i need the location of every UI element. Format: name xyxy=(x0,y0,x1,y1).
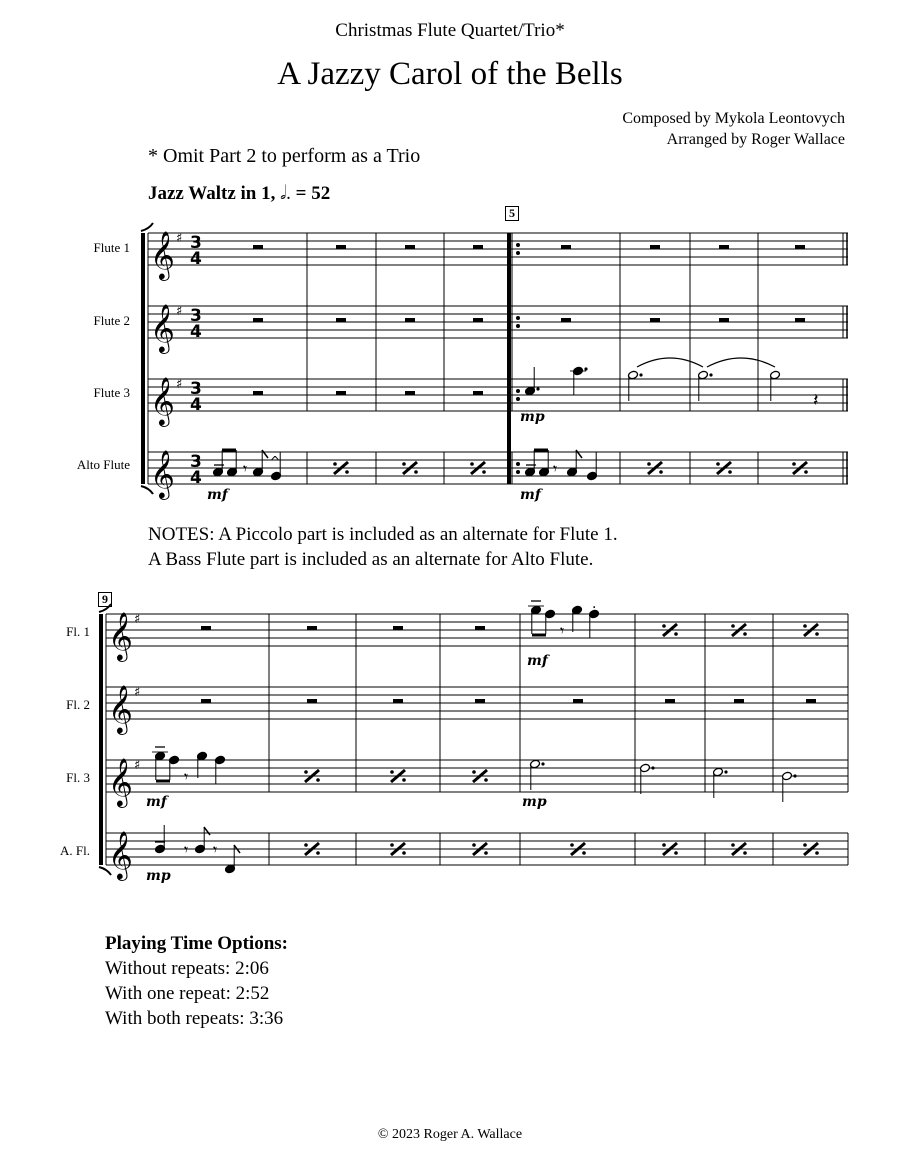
measure-number: 5 xyxy=(505,206,519,221)
time-sig-top: 3 xyxy=(190,233,202,253)
simile-dot xyxy=(484,778,488,782)
treble-clef: 𝄞 xyxy=(150,449,175,498)
whole-rest xyxy=(665,699,675,703)
whole-rest xyxy=(201,699,211,703)
simile-dot xyxy=(804,470,808,474)
note-flag xyxy=(204,827,210,835)
instrument-name: Fl. 1 xyxy=(66,624,90,639)
simile-dot xyxy=(484,851,488,855)
key-sharp: ♯ xyxy=(176,377,183,392)
system-1 xyxy=(141,223,848,500)
time-sig-bottom: 4 xyxy=(190,249,202,269)
note-flag xyxy=(576,450,582,458)
simile-dot xyxy=(570,843,574,847)
whole-rest xyxy=(795,245,805,249)
note-flag xyxy=(262,450,268,458)
eighth-rest: 𝄾 xyxy=(184,840,189,859)
augmentation-dot xyxy=(536,387,539,390)
dynamic-marking: mf xyxy=(520,487,541,503)
treble-clef: 𝄞 xyxy=(150,230,175,279)
whole-rest xyxy=(201,626,211,630)
tie xyxy=(637,358,703,367)
whole-rest xyxy=(393,699,403,703)
tempo-note-symbol: 𝅗𝅥. xyxy=(280,183,291,204)
simile-dot xyxy=(316,851,320,855)
whole-rest xyxy=(405,318,415,322)
whole-rest xyxy=(253,391,263,395)
augmentation-dot xyxy=(541,762,544,765)
whole-rest xyxy=(561,245,571,249)
simile-dot xyxy=(402,462,406,466)
whole-rest xyxy=(473,245,483,249)
dynamic-marking: mf xyxy=(207,487,228,503)
whole-rest xyxy=(405,391,415,395)
whole-rest xyxy=(393,626,403,630)
simile-dot xyxy=(470,462,474,466)
time-sig-top: 3 xyxy=(190,379,202,399)
eighth-rest: 𝄾 xyxy=(243,459,248,478)
system-2 xyxy=(99,596,848,881)
repeat-dot xyxy=(516,462,520,466)
simile-dot xyxy=(304,770,308,774)
whole-rest xyxy=(573,699,583,703)
staccato: . xyxy=(592,596,597,612)
score-subtitle: Christmas Flute Quartet/Trio* xyxy=(335,20,565,41)
whole-rest xyxy=(719,245,729,249)
repeat-dot xyxy=(516,324,520,328)
simile-dot xyxy=(803,843,807,847)
whole-rest xyxy=(719,318,729,322)
omit-note: * Omit Part 2 to perform as a Trio xyxy=(148,145,421,167)
dynamic-marking: mp xyxy=(146,868,171,884)
simile-dot xyxy=(647,462,651,466)
simile-dot xyxy=(815,851,819,855)
simile-dot xyxy=(674,851,678,855)
dynamic-marking: mf xyxy=(527,653,548,669)
augmentation-dot xyxy=(651,766,654,769)
simile-dot xyxy=(674,632,678,636)
instrument-name: Flute 2 xyxy=(93,313,130,328)
dynamic-marking: mp xyxy=(520,409,545,425)
augmentation-dot xyxy=(724,770,727,773)
repeat-dot xyxy=(516,470,520,474)
key-sharp: ♯ xyxy=(134,612,141,627)
whole-rest xyxy=(473,391,483,395)
tempo-label: Jazz Waltz in 1, xyxy=(148,183,276,204)
simile-dot xyxy=(304,843,308,847)
instrument-name: Fl. 3 xyxy=(66,770,90,785)
composer-credit: Composed by Mykola Leontovych xyxy=(622,110,845,127)
whole-rest xyxy=(336,318,346,322)
repeat-dot xyxy=(516,397,520,401)
whole-rest xyxy=(734,699,744,703)
simile-dot xyxy=(472,843,476,847)
whole-rest xyxy=(475,626,485,630)
repeat-dot xyxy=(516,316,520,320)
whole-rest xyxy=(253,318,263,322)
time-sig-top: 3 xyxy=(190,306,202,326)
whole-rest xyxy=(336,245,346,249)
dynamic-marking: mp xyxy=(522,794,547,810)
quarter-rest: 𝄽 xyxy=(813,390,819,411)
simile-dot xyxy=(743,632,747,636)
augmentation-dot xyxy=(584,367,587,370)
treble-clef: 𝄞 xyxy=(108,830,133,879)
simile-dot xyxy=(345,470,349,474)
eighth-rest: 𝄾 xyxy=(560,621,565,640)
eighth-rest: 𝄾 xyxy=(553,459,558,478)
key-sharp: ♯ xyxy=(134,758,141,773)
whole-rest xyxy=(307,699,317,703)
simile-dot xyxy=(731,843,735,847)
accent-marcato: ^ xyxy=(270,454,281,468)
simile-dot xyxy=(803,624,807,628)
whole-rest xyxy=(475,699,485,703)
whole-rest xyxy=(307,626,317,630)
augmentation-dot xyxy=(709,373,712,376)
instrument-name: Fl. 2 xyxy=(66,697,90,712)
treble-clef: 𝄞 xyxy=(108,757,133,806)
simile-dot xyxy=(402,778,406,782)
augmentation-dot xyxy=(793,774,796,777)
whole-rest xyxy=(795,318,805,322)
repeat-dot xyxy=(516,243,520,247)
tempo-value: = 52 xyxy=(295,183,331,204)
playing-time-option: Without repeats: 2:06 xyxy=(105,958,269,979)
key-sharp: ♯ xyxy=(176,231,183,246)
instrument-name: Alto Flute xyxy=(76,457,130,472)
whole-rest xyxy=(650,245,660,249)
simile-dot xyxy=(582,851,586,855)
augmentation-dot xyxy=(639,373,642,376)
eighth-rest: 𝄾 xyxy=(213,840,218,859)
treble-clef: 𝄞 xyxy=(150,303,175,352)
simile-dot xyxy=(482,470,486,474)
treble-clef: 𝄞 xyxy=(150,376,175,425)
simile-dot xyxy=(815,632,819,636)
notes-line-1: NOTES: A Piccolo part is included as an alternate for Flute 1. xyxy=(148,524,618,545)
key-sharp: ♯ xyxy=(134,685,141,700)
simile-dot xyxy=(472,770,476,774)
simile-dot xyxy=(390,770,394,774)
simile-dot xyxy=(728,470,732,474)
whole-rest xyxy=(336,391,346,395)
simile-dot xyxy=(662,843,666,847)
simile-dot xyxy=(716,462,720,466)
simile-dot xyxy=(659,470,663,474)
instrument-name: Flute 3 xyxy=(93,385,130,400)
simile-dot xyxy=(402,851,406,855)
dynamic-marking: mf xyxy=(146,794,167,810)
key-sharp: ♯ xyxy=(176,304,183,319)
simile-dot xyxy=(662,624,666,628)
simile-dot xyxy=(792,462,796,466)
simile-dot xyxy=(414,470,418,474)
whole-rest xyxy=(253,245,263,249)
simile-dot xyxy=(390,843,394,847)
time-sig-bottom: 4 xyxy=(190,322,202,342)
instrument-name: Flute 1 xyxy=(93,240,130,255)
repeat-dot xyxy=(516,251,520,255)
playing-time-option: With both repeats: 3:36 xyxy=(105,1008,284,1029)
eighth-rest: 𝄾 xyxy=(184,767,189,786)
simile-dot xyxy=(316,778,320,782)
whole-rest xyxy=(473,318,483,322)
repeat-dot xyxy=(516,389,520,393)
instrument-name: A. Fl. xyxy=(60,843,90,858)
whole-rest xyxy=(806,699,816,703)
notes-line-2: A Bass Flute part is included as an alternate for Alto Flute. xyxy=(148,549,594,570)
score-title: A Jazzy Carol of the Bells xyxy=(277,56,623,92)
simile-dot xyxy=(743,851,747,855)
time-sig-bottom: 4 xyxy=(190,395,202,415)
treble-clef: 𝄞 xyxy=(108,611,133,660)
whole-rest xyxy=(561,318,571,322)
measure-number: 9 xyxy=(98,592,112,607)
arranger-credit: Arranged by Roger Wallace xyxy=(666,131,845,148)
whole-rest xyxy=(405,245,415,249)
time-sig-bottom: 4 xyxy=(190,468,202,488)
simile-dot xyxy=(731,624,735,628)
copyright: © 2023 Roger A. Wallace xyxy=(377,1127,523,1142)
playing-time-heading: Playing Time Options: xyxy=(105,933,288,954)
simile-dot xyxy=(333,462,337,466)
whole-rest xyxy=(650,318,660,322)
time-sig-top: 3 xyxy=(190,452,202,472)
treble-clef: 𝄞 xyxy=(108,684,133,733)
tie xyxy=(707,358,775,367)
playing-time-option: With one repeat: 2:52 xyxy=(105,983,270,1004)
